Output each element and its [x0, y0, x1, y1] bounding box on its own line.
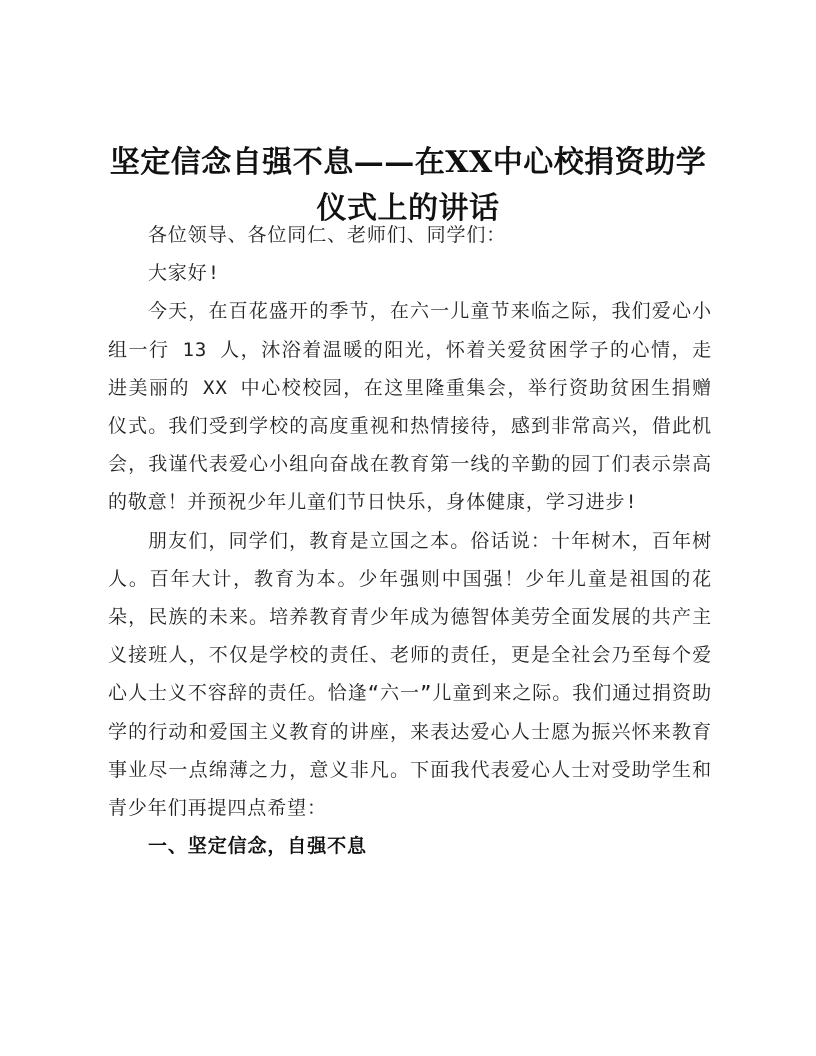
body-paragraph: 今天，在百花盛开的季节，在六一儿童节来临之际，我们爱心小组一行 13 人，沐浴着温暖的阳光，怀着关爱贫困学子的心情，走进美丽的 XX 中心校校园，在这里隆重集会，举行资助贫困生捐赠仪式。我们受到学校的高度重视和热情接待，感到非常高兴，借此机会，我谨代表爱心小组向奋战在教育第一线的辛勤的园丁们表示崇高的敬意！并预祝少年儿童们节日快乐，身体健康，学习进步!: [108, 300, 712, 514]
body-paragraph: 朋友们，同学们，教育是立国之本。俗话说：十年树木，百年树人。百年大计，教育为本。少年强则中国强！少年儿童是祖国的花朵，民族的未来。培养教育青少年成为德智体美劳全面发展的共产主义接班人，不仅是学校的责任、老师的责任，更是全社会乃至每个爱心人士义不容辞的责任。恰逢“六一”儿童到来之际。我们通过捐资助学的行动和爱国主义教育的讲座，来表达爱心人士愿为振兴怀来教育事业尽一点绵薄之力，意义非凡。下面我代表爱心人士对受助学生和青少年们再提四点希望：: [108, 529, 712, 820]
salutation: 各位领导、各位同仁、老师们、同学们：: [148, 224, 507, 246]
title-line-1: 坚定信念自强不息——在XX中心校捐资助学: [109, 145, 707, 180]
section-heading: 一、坚定信念，自强不息: [148, 835, 367, 858]
title-line-2: 仪式上的讲话: [316, 191, 500, 226]
greeting: 大家好!: [148, 262, 221, 285]
document-body: [108, 216, 712, 865]
